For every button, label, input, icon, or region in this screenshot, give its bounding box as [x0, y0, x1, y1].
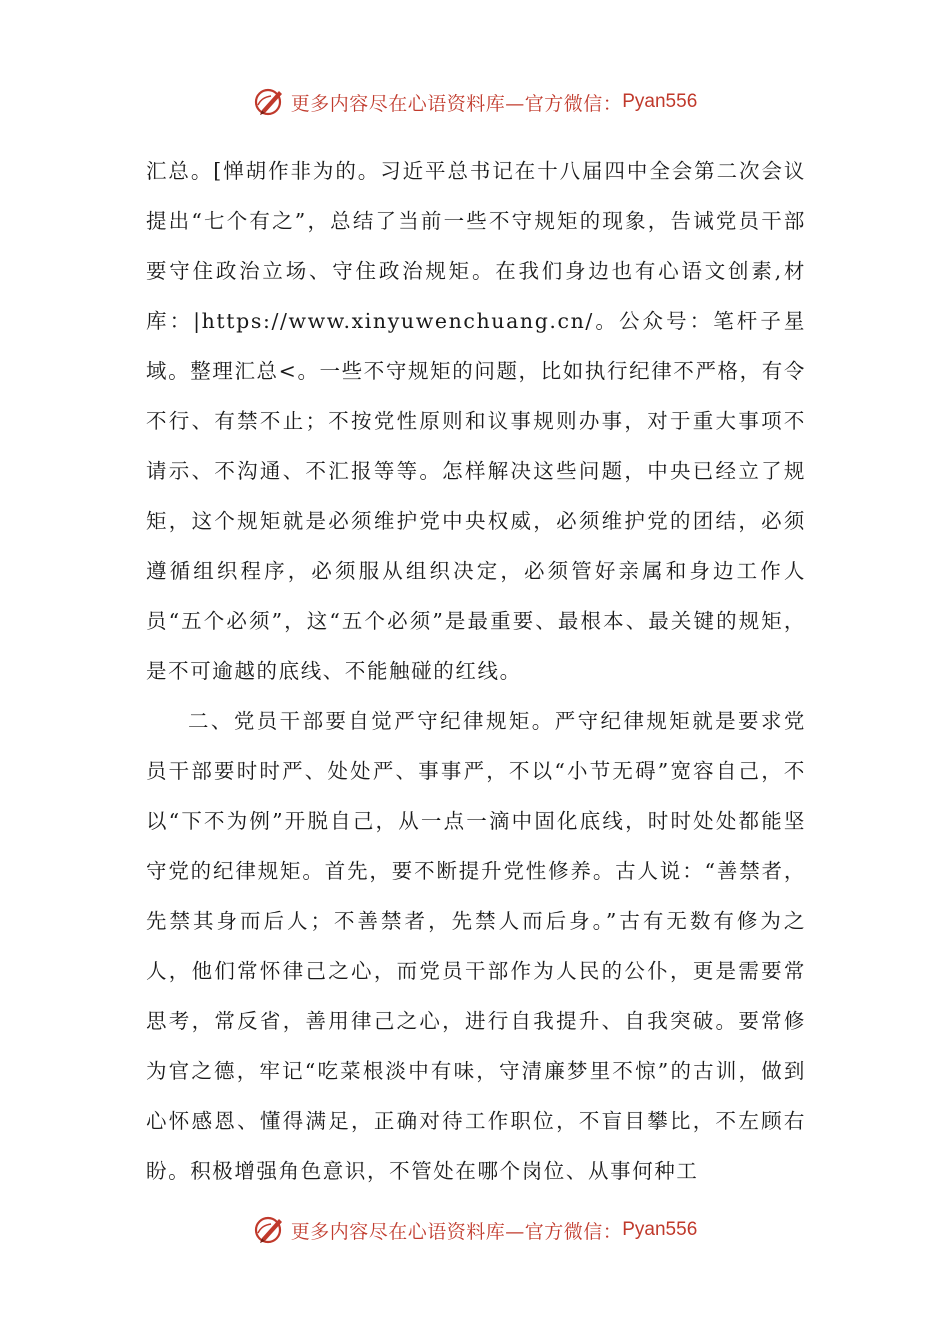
pen-logo-icon	[253, 1213, 287, 1247]
footer-wechat-id: Pyan556	[622, 1219, 698, 1240]
document-body	[146, 146, 806, 1196]
paragraph-1: 汇总。[惮胡作非为的。习近平总书记在十八届四中全会第二次会议提出“七个有之”，总结了当前一些不守规矩的现象，告诫党员干部要守住政治立场、守住政治规矩。在我们身边也有心语文创素,材库：|https://www.xinyuwenchuang.cn/。公众号：笔杆子星域。整理汇总<。一些不守规矩的问题，比如执行纪律不严格，有令不行、有禁不止；不按党性原则和议事规则办事，对于重大事项不请示、不沟通、不汇报等等。怎样解决这些问题，中央已经立了规矩，这个规矩就是必须维护党中央权威，必须维护党的团结，必须遵循组织程序，必须服从组织决定，必须管好亲属和身边工作人员“五个必须”，这“五个必须”是最重要、最根本、最关键的规矩，是不可逾越的底线、不能触碰的红线。	[146, 159, 806, 683]
footer-banner-text: 更多内容尽在心语资料库—官方微信：	[290, 1220, 623, 1243]
header-banner-text: 更多内容尽在心语资料库—官方微信：	[290, 92, 623, 115]
header-wechat-id: Pyan556	[622, 91, 698, 112]
paragraph-2: 二、党员干部要自觉严守纪律规矩。严守纪律规矩就是要求党员干部要时时严、处处严、事事严，不以“小节无碍”宽容自己，不以“下不为例”开脱自己，从一点一滴中固化底线，时时处处都能坚守党的纪律规矩。首先，要不断提升党性修养。古人说：“善禁者，先禁其身而后人；不善禁者，先禁人而后身。”古有无数有修为之人，他们常怀律己之心，而党员干部作为人民的公仆，更是需要常思考，常反省，善用律己之心，进行自我提升、自我突破。要常修为官之德，牢记“吃菜根淡中有味，守清廉梦里不惊”的古训，做到心怀感恩、懂得满足，正确对待工作职位，不盲目攀比，不左顾右盼。积极增强角色意识，不管处在哪个岗位、从事何种工	[146, 709, 806, 1183]
pen-logo-icon	[253, 85, 287, 119]
footer-banner	[0, 1210, 950, 1250]
header-banner	[0, 82, 950, 122]
